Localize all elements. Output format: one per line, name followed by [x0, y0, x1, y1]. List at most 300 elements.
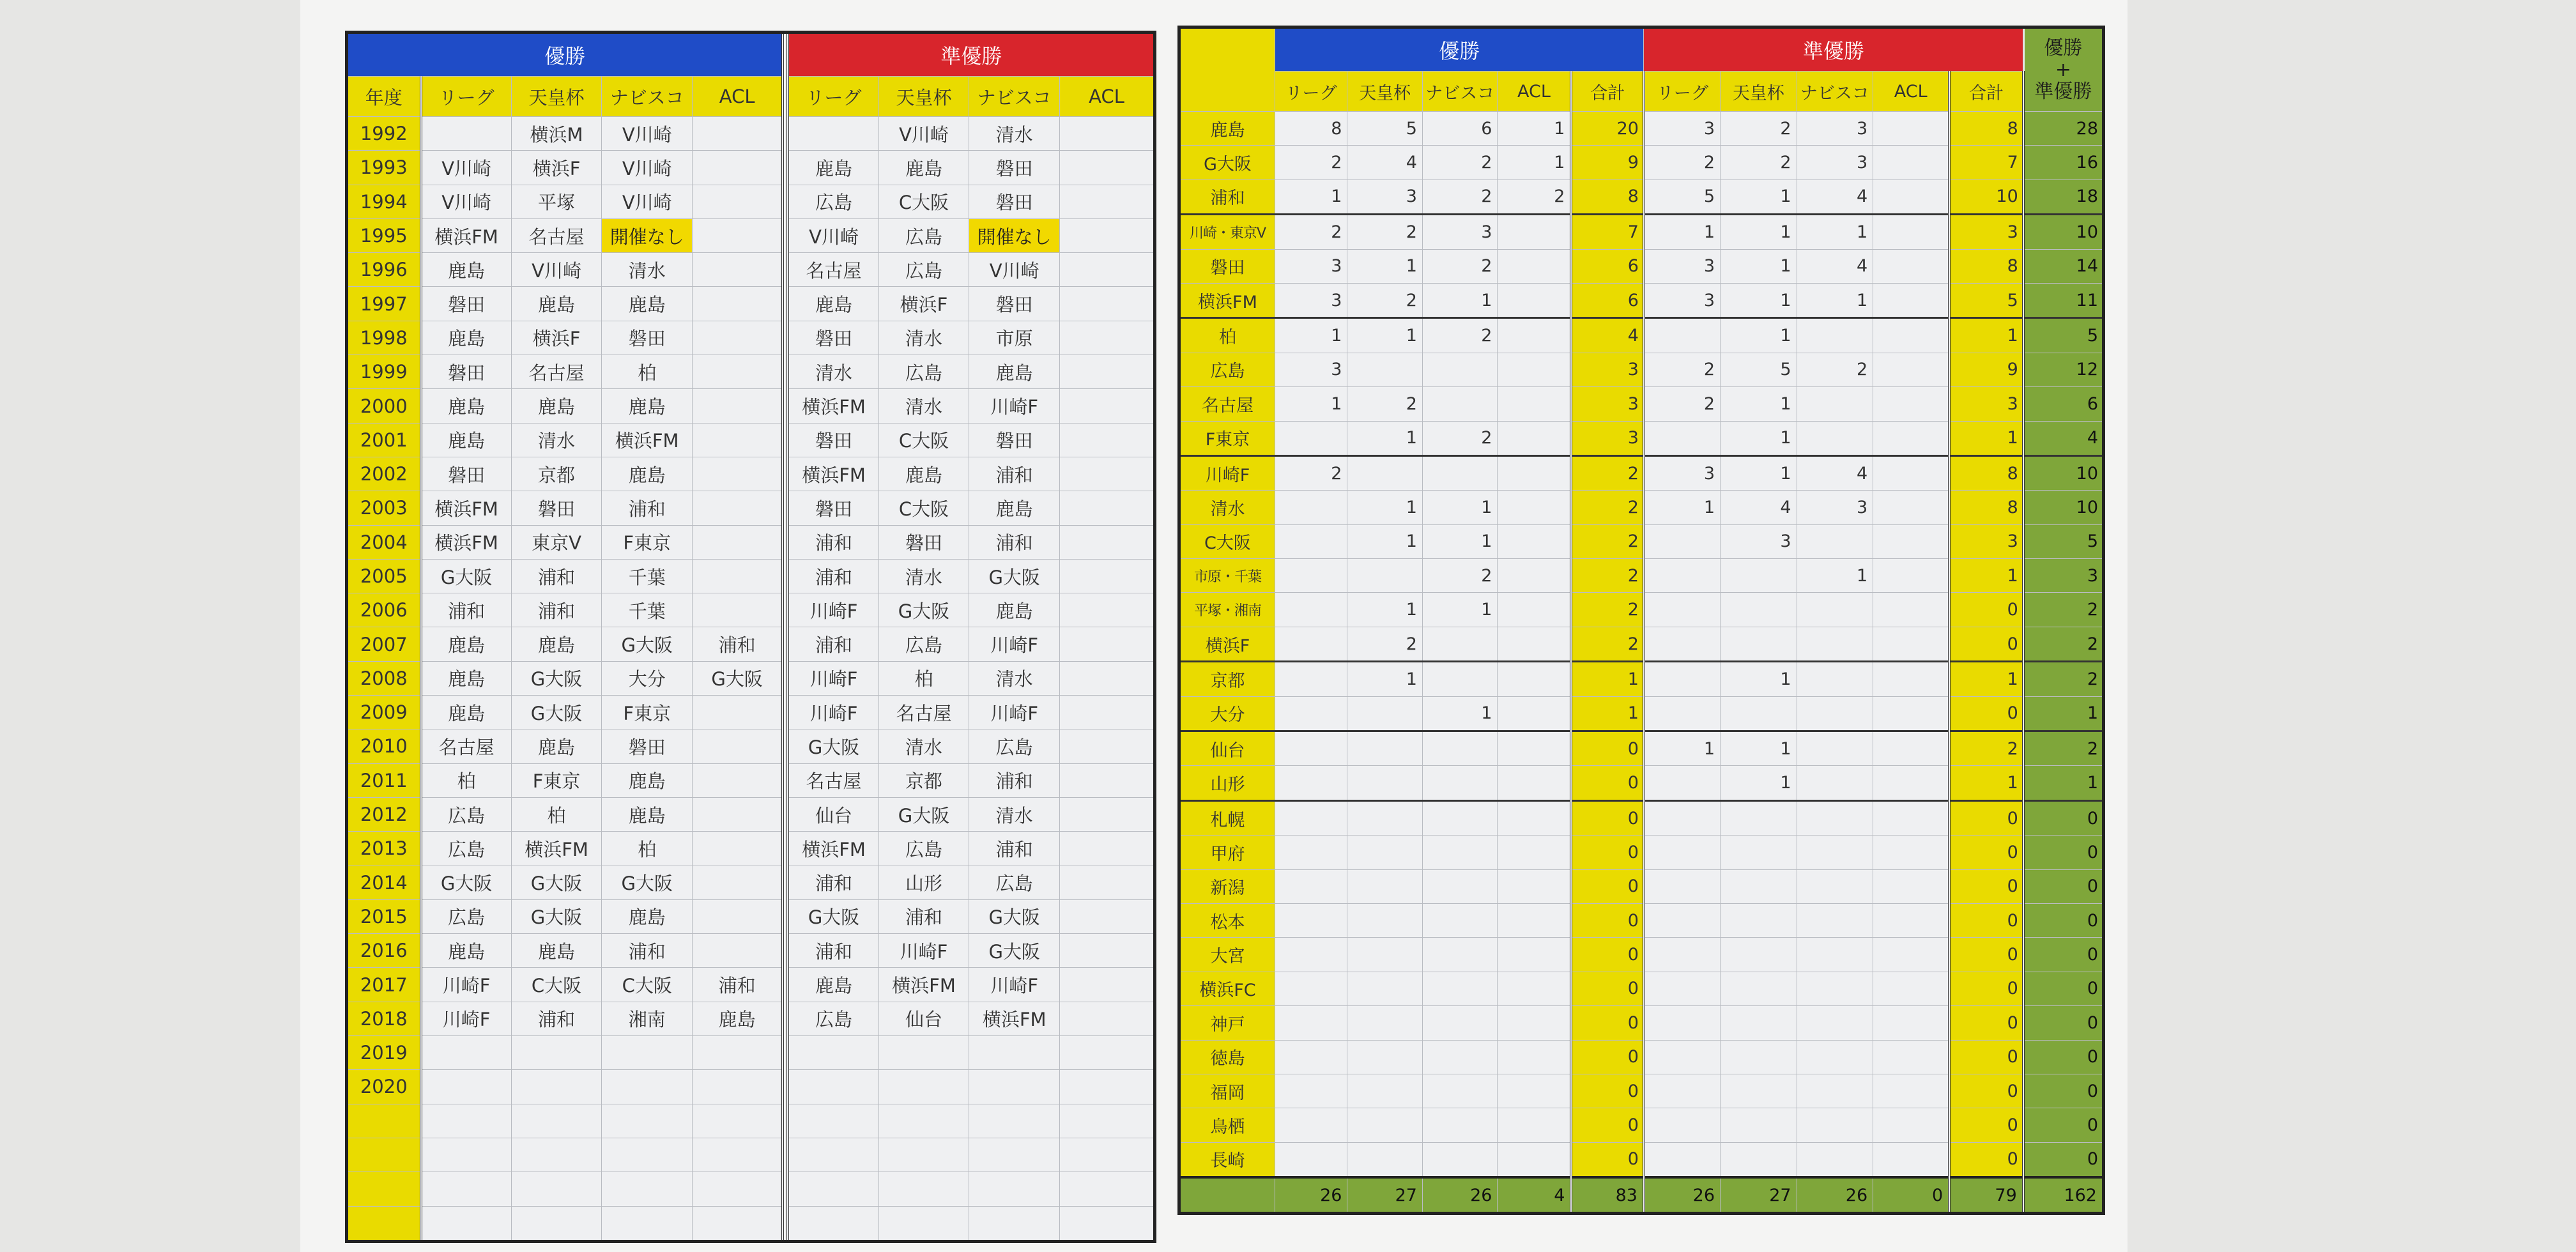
runner-up-count	[1873, 1142, 1950, 1177]
year-cell: 1998	[347, 321, 421, 355]
result-cell	[602, 1036, 693, 1070]
runner-up-count	[1873, 112, 1950, 146]
result-cell	[511, 1036, 602, 1070]
result-cell	[878, 1036, 969, 1070]
result-cell	[1060, 117, 1155, 151]
result-cell	[693, 491, 783, 525]
club-name: 市原・千葉	[1179, 559, 1275, 593]
runner-up-count: 1	[1721, 662, 1797, 696]
win-total: 3	[1571, 387, 1643, 421]
win-count	[1498, 627, 1572, 661]
club-row	[1179, 972, 2104, 1005]
win-count: 2	[1347, 387, 1423, 421]
win-count: 1	[1347, 593, 1423, 627]
club-row	[1179, 869, 2104, 903]
combined-total: 16	[2023, 146, 2104, 179]
win-count	[1498, 836, 1572, 869]
result-cell: 開催なし	[602, 218, 693, 252]
result-cell	[788, 1070, 878, 1104]
win-count	[1498, 972, 1572, 1005]
win-total: 3	[1571, 421, 1643, 455]
result-cell: 鹿島	[602, 899, 693, 933]
win-count: 1	[1275, 179, 1347, 214]
result-cell: 仙台	[878, 1002, 969, 1035]
year-row	[347, 1206, 1155, 1241]
result-cell	[788, 1206, 878, 1241]
win-count	[1498, 249, 1572, 283]
runner-up-count	[1797, 800, 1873, 835]
result-cell	[693, 899, 783, 933]
year-cell: 1994	[347, 185, 421, 218]
runner-up-total: 3	[1949, 524, 2023, 558]
combined-total: 0	[2023, 903, 2104, 937]
result-cell: G大阪	[788, 899, 878, 933]
result-cell: 清水	[878, 389, 969, 423]
runner-up-count	[1644, 524, 1721, 558]
result-cell	[693, 696, 783, 729]
result-cell	[693, 797, 783, 831]
result-cell	[693, 423, 783, 457]
result-cell	[511, 1104, 602, 1138]
result-cell: F東京	[602, 525, 693, 559]
runner-up-total: 0	[1949, 972, 2023, 1005]
result-cell: 京都	[878, 763, 969, 797]
result-cell: 浦和	[602, 934, 693, 968]
grand-total: 162	[2023, 1177, 2104, 1214]
runner-up-count	[1797, 318, 1873, 353]
result-cell	[602, 1070, 693, 1104]
result-cell: 市原	[969, 321, 1060, 355]
result-cell: 川崎F	[788, 661, 878, 695]
result-cell	[1060, 1070, 1155, 1104]
runner-up-count	[1797, 524, 1873, 558]
runner-up-count: 1	[1644, 731, 1721, 766]
club-name: 甲府	[1179, 836, 1275, 869]
win-count	[1498, 387, 1572, 421]
runner-up-total: 0	[1949, 836, 2023, 869]
runner-up-count	[1721, 1040, 1797, 1074]
runner-up-total: 3	[1949, 387, 2023, 421]
win-total: 0	[1571, 836, 1643, 869]
result-cell: 鹿島	[602, 763, 693, 797]
year-cell: 2020	[347, 1070, 421, 1104]
runner-up-count	[1873, 1006, 1950, 1040]
runner-up-count: 2	[1644, 387, 1721, 421]
win-count	[1498, 662, 1572, 696]
result-cell	[1060, 253, 1155, 287]
win-count	[1422, 1108, 1498, 1142]
result-cell: 広島	[421, 797, 512, 831]
runner-up-count: 1	[1721, 766, 1797, 800]
win-count: 1	[1498, 112, 1572, 146]
tally-col-header: リーグ	[1644, 72, 1721, 112]
win-total: 1	[1571, 696, 1643, 731]
win-count	[1422, 662, 1498, 696]
result-cell	[421, 1172, 512, 1206]
runner-up-count	[1873, 283, 1950, 317]
runner-up-total: 0	[1949, 593, 2023, 627]
result-cell: G大阪	[788, 729, 878, 763]
col-header: 天皇杯	[511, 77, 602, 117]
result-cell: 川崎F	[969, 389, 1060, 423]
year-row	[347, 661, 1155, 695]
win-count	[1422, 836, 1498, 869]
runner-up-total: 7	[1949, 146, 2023, 179]
result-cell: G大阪	[602, 627, 693, 661]
win-count: 2	[1422, 146, 1498, 179]
result-cell	[693, 832, 783, 866]
sum-win-count: 26	[1422, 1177, 1498, 1214]
result-cell: V川崎	[602, 185, 693, 218]
runner-up-count	[1797, 421, 1873, 455]
runner-up-count: 1	[1721, 179, 1797, 214]
runner-up-total: 0	[1949, 800, 2023, 835]
win-count	[1347, 731, 1423, 766]
club-name: 平塚・湘南	[1179, 593, 1275, 627]
win-count	[1422, 731, 1498, 766]
year-row	[347, 117, 1155, 151]
runner-up-count: 1	[1721, 318, 1797, 353]
runner-up-total: 0	[1949, 1040, 2023, 1074]
win-count	[1498, 903, 1572, 937]
win-count: 1	[1347, 524, 1423, 558]
win-count	[1275, 696, 1347, 731]
result-cell: 磐田	[421, 287, 512, 321]
result-cell	[1060, 151, 1155, 185]
year-cell	[347, 1104, 421, 1138]
result-cell: 湘南	[602, 1002, 693, 1035]
runner-up-count	[1873, 215, 1950, 249]
result-cell	[788, 1172, 878, 1206]
club-name: 川崎F	[1179, 455, 1275, 490]
result-cell: 横浜FM	[421, 491, 512, 525]
result-cell: 鹿島	[788, 968, 878, 1002]
year-row	[347, 866, 1155, 899]
win-count: 1	[1347, 318, 1423, 353]
runner-up-count	[1873, 249, 1950, 283]
runner-up-count: 1	[1721, 283, 1797, 317]
runner-up-count: 3	[1644, 455, 1721, 490]
result-cell: G大阪	[511, 696, 602, 729]
win-count	[1422, 766, 1498, 800]
win-total: 6	[1571, 283, 1643, 317]
result-cell	[602, 1172, 693, 1206]
year-row	[347, 457, 1155, 491]
year-row	[347, 423, 1155, 457]
result-cell: 磐田	[969, 287, 1060, 321]
result-cell: 川崎F	[421, 1002, 512, 1035]
win-total: 0	[1571, 766, 1643, 800]
result-cell	[1060, 627, 1155, 661]
result-cell: 清水	[788, 355, 878, 389]
result-cell: G大阪	[602, 866, 693, 899]
win-count: 1	[1422, 491, 1498, 524]
win-total: 0	[1571, 972, 1643, 1005]
result-cell	[788, 1104, 878, 1138]
result-cell: 広島	[788, 185, 878, 218]
result-cell	[421, 1036, 512, 1070]
runner-up-count	[1721, 627, 1797, 661]
runner-up-count: 1	[1721, 387, 1797, 421]
result-cell: V川崎	[788, 218, 878, 252]
runner-up-count	[1721, 869, 1797, 903]
combined-total: 0	[2023, 836, 2104, 869]
win-count	[1347, 766, 1423, 800]
year-cell: 2016	[347, 934, 421, 968]
result-cell: 千葉	[602, 593, 693, 627]
result-cell	[1060, 1206, 1155, 1241]
result-cell: 川崎F	[969, 696, 1060, 729]
result-cell: 鹿島	[421, 389, 512, 423]
club-row	[1179, 1108, 2104, 1142]
win-count	[1498, 1108, 1572, 1142]
result-cell: 鹿島	[602, 287, 693, 321]
runner-up-count	[1797, 1142, 1873, 1177]
win-count	[1498, 766, 1572, 800]
result-cell: 鹿島	[602, 457, 693, 491]
result-cell: 磐田	[421, 457, 512, 491]
runner-up-count: 2	[1797, 353, 1873, 386]
result-cell: 京都	[511, 457, 602, 491]
win-count: 2	[1347, 283, 1423, 317]
win-count	[1347, 1040, 1423, 1074]
result-cell	[421, 117, 512, 151]
year-row	[347, 491, 1155, 525]
tally-col-header: リーグ	[1275, 72, 1347, 112]
runner-up-count	[1797, 972, 1873, 1005]
result-cell	[1060, 832, 1155, 866]
result-cell	[693, 321, 783, 355]
result-cell: 横浜FM	[421, 525, 512, 559]
year-row	[347, 763, 1155, 797]
result-cell	[693, 117, 783, 151]
win-total: 0	[1571, 1040, 1643, 1074]
win-count	[1498, 455, 1572, 490]
result-cell	[878, 1104, 969, 1138]
year-row	[347, 1172, 1155, 1206]
club-row	[1179, 766, 2104, 800]
win-count	[1347, 696, 1423, 731]
sum-runner-up-count: 0	[1873, 1177, 1950, 1214]
yearly-results-table	[345, 31, 1156, 1243]
runner-up-count: 1	[1797, 215, 1873, 249]
result-cell: 磐田	[421, 355, 512, 389]
club-row	[1179, 524, 2104, 558]
win-count: 3	[1347, 179, 1423, 214]
runner-up-count	[1797, 938, 1873, 972]
result-cell	[693, 457, 783, 491]
win-total: 2	[1571, 524, 1643, 558]
result-cell	[511, 1172, 602, 1206]
result-cell: 鹿島	[511, 389, 602, 423]
combined-total: 10	[2023, 455, 2104, 490]
result-cell	[1060, 321, 1155, 355]
club-row	[1179, 696, 2104, 731]
win-count: 6	[1422, 112, 1498, 146]
result-cell	[693, 934, 783, 968]
combined-total: 14	[2023, 249, 2104, 283]
win-count	[1498, 1142, 1572, 1177]
win-total: 0	[1571, 869, 1643, 903]
result-cell: 鹿島	[511, 287, 602, 321]
combined-total: 0	[2023, 938, 2104, 972]
club-row	[1179, 112, 2104, 146]
result-cell	[1060, 423, 1155, 457]
runner-up-count	[1644, 972, 1721, 1005]
result-cell: 川崎F	[788, 696, 878, 729]
result-cell: 清水	[969, 661, 1060, 695]
result-cell: 名古屋	[511, 355, 602, 389]
result-cell	[693, 218, 783, 252]
result-cell: C大阪	[511, 968, 602, 1002]
result-cell: 清水	[969, 117, 1060, 151]
win-count	[1275, 1108, 1347, 1142]
club-name: G大阪	[1179, 146, 1275, 179]
totals-row	[1179, 1177, 2104, 1214]
win-count	[1275, 938, 1347, 972]
result-cell	[421, 1070, 512, 1104]
result-cell	[1060, 696, 1155, 729]
result-cell: 柏	[511, 797, 602, 831]
result-cell: 浦和	[693, 968, 783, 1002]
combined-total: 0	[2023, 800, 2104, 835]
club-name: C大阪	[1179, 524, 1275, 558]
result-cell	[602, 1206, 693, 1241]
result-cell	[421, 1138, 512, 1172]
combined-total: 0	[2023, 1108, 2104, 1142]
year-cell: 2011	[347, 763, 421, 797]
combined-total: 1	[2023, 696, 2104, 731]
runner-up-count	[1644, 318, 1721, 353]
runner-up-count	[1873, 559, 1950, 593]
result-cell: V川崎	[878, 117, 969, 151]
win-count	[1422, 353, 1498, 386]
result-cell: V川崎	[602, 151, 693, 185]
result-cell	[1060, 797, 1155, 831]
result-cell: 鹿島	[421, 696, 512, 729]
runner-up-total: 8	[1949, 249, 2023, 283]
result-cell: G大阪	[421, 559, 512, 593]
runner-up-total: 1	[1949, 421, 2023, 455]
result-cell: 磐田	[602, 321, 693, 355]
combined-total: 5	[2023, 524, 2104, 558]
result-cell: 浦和	[511, 1002, 602, 1035]
result-cell	[693, 1172, 783, 1206]
runner-up-count	[1797, 387, 1873, 421]
win-total: 0	[1571, 938, 1643, 972]
win-total: 9	[1571, 146, 1643, 179]
win-total: 2	[1571, 627, 1643, 661]
runner-up-count: 1	[1721, 215, 1797, 249]
win-count	[1498, 421, 1572, 455]
win-total: 1	[1571, 662, 1643, 696]
result-cell: 名古屋	[878, 696, 969, 729]
runner-up-total: 1	[1949, 662, 2023, 696]
runner-up-count	[1873, 1040, 1950, 1074]
combined-total: 4	[2023, 421, 2104, 455]
win-count: 2	[1422, 179, 1498, 214]
result-cell	[693, 1036, 783, 1070]
win-count	[1347, 800, 1423, 835]
result-cell	[1060, 934, 1155, 968]
result-cell	[693, 525, 783, 559]
club-name: 浦和	[1179, 179, 1275, 214]
result-cell: 横浜FM	[511, 832, 602, 866]
result-cell: 磐田	[969, 423, 1060, 457]
result-cell: C大阪	[602, 968, 693, 1002]
tally-col-header: ナビスコ	[1797, 72, 1873, 112]
club-row	[1179, 627, 2104, 661]
col-header: ナビスコ	[602, 77, 693, 117]
result-cell: 広島	[878, 253, 969, 287]
club-name: 福岡	[1179, 1074, 1275, 1108]
result-cell: 開催なし	[969, 218, 1060, 252]
year-cell: 2003	[347, 491, 421, 525]
result-cell: C大阪	[878, 185, 969, 218]
runner-up-count: 3	[1797, 491, 1873, 524]
win-count	[1422, 387, 1498, 421]
year-row	[347, 1104, 1155, 1138]
club-row	[1179, 421, 2104, 455]
club-name: 鳥栖	[1179, 1108, 1275, 1142]
combined-total: 0	[2023, 1142, 2104, 1177]
runner-up-count	[1797, 836, 1873, 869]
sum-win-count: 4	[1498, 1177, 1572, 1214]
result-cell	[693, 389, 783, 423]
year-cell: 2017	[347, 968, 421, 1002]
combined-total: 10	[2023, 491, 2104, 524]
runner-up-total: 0	[1949, 938, 2023, 972]
year-row	[347, 355, 1155, 389]
runner-up-count: 1	[1797, 283, 1873, 317]
result-cell: 浦和	[788, 866, 878, 899]
year-row	[347, 1070, 1155, 1104]
result-cell	[1060, 899, 1155, 933]
runner-up-count	[1873, 593, 1950, 627]
year-row	[347, 797, 1155, 831]
result-cell	[1060, 389, 1155, 423]
runner-up-count	[1873, 353, 1950, 386]
win-count: 3	[1275, 353, 1347, 386]
win-count: 1	[1347, 249, 1423, 283]
win-total: 0	[1571, 1006, 1643, 1040]
result-cell: 浦和	[421, 593, 512, 627]
year-cell: 2009	[347, 696, 421, 729]
result-cell	[969, 1070, 1060, 1104]
win-count	[1275, 559, 1347, 593]
win-total: 4	[1571, 318, 1643, 353]
year-row	[347, 899, 1155, 933]
win-total: 0	[1571, 731, 1643, 766]
runner-up-count	[1644, 421, 1721, 455]
runner-up-total: 10	[1949, 179, 2023, 214]
win-count: 2	[1422, 249, 1498, 283]
year-row	[347, 218, 1155, 252]
year-row	[347, 1138, 1155, 1172]
runner-up-total: 0	[1949, 1142, 2023, 1177]
result-cell: 鹿島	[421, 321, 512, 355]
runner-up-count	[1797, 731, 1873, 766]
runner-up-count	[1797, 593, 1873, 627]
club-name: 松本	[1179, 903, 1275, 937]
win-count: 1	[1275, 387, 1347, 421]
club-name: 神戸	[1179, 1006, 1275, 1040]
runner-up-count	[1644, 903, 1721, 937]
result-cell: 鹿島	[602, 797, 693, 831]
combined-total: 2	[2023, 627, 2104, 661]
runner-up-count	[1721, 972, 1797, 1005]
club-tally-table	[1177, 26, 2105, 1215]
